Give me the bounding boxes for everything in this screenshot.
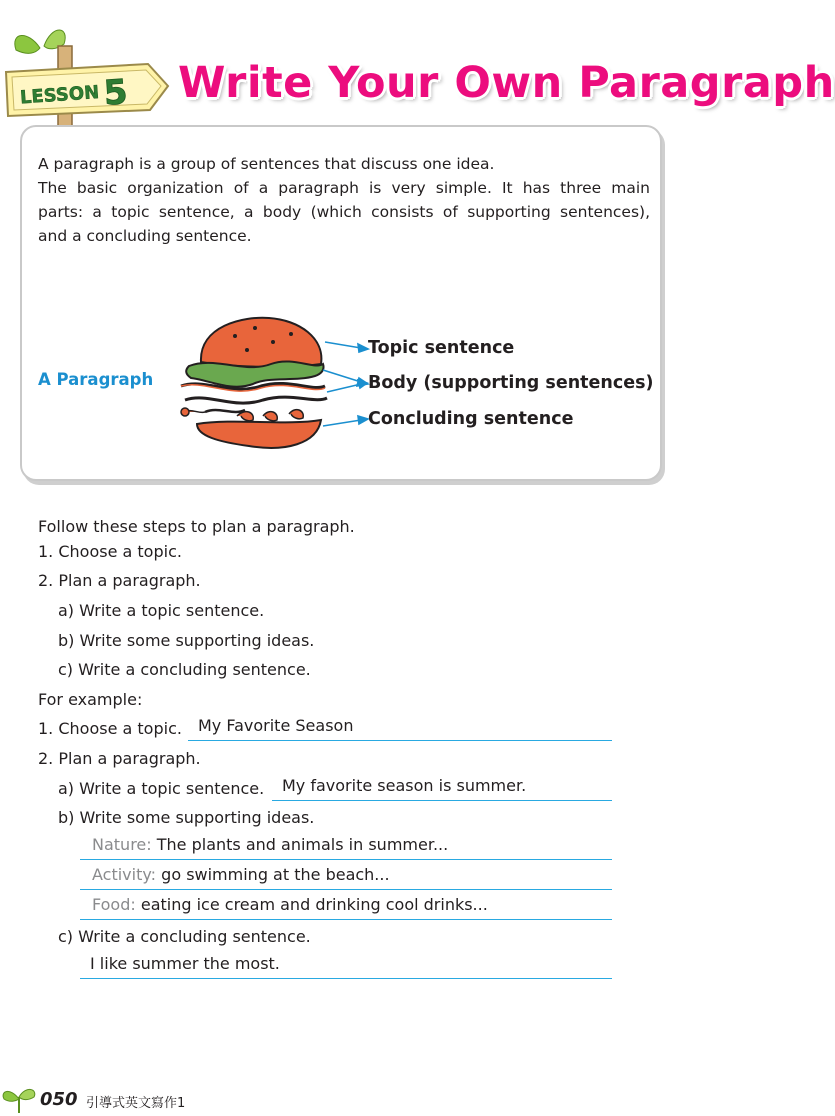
example-sub-step: b) Write some supporting ideas. xyxy=(58,808,315,827)
example-step: 1. Choose a topic. xyxy=(38,719,182,738)
sub-step-item: b) Write some supporting ideas. xyxy=(58,631,315,650)
lesson-number: 5 xyxy=(102,72,129,114)
answer-line xyxy=(188,716,612,741)
paragraph-label: A Paragraph xyxy=(38,370,154,389)
idea-text: eating ice cream and drinking cool drinks... xyxy=(140,895,488,914)
concluding-answer: I like summer the most. xyxy=(90,954,280,973)
example-sub-step: c) Write a concluding sentence. xyxy=(58,927,311,946)
intro-line: A paragraph is a group of sentences that discuss one idea. xyxy=(38,155,495,173)
arrow-icon xyxy=(323,342,368,426)
topic-sentence-label: Topic sentence xyxy=(368,338,515,358)
lesson-word: LESSON xyxy=(19,81,100,109)
idea-category: Food: xyxy=(92,895,136,914)
intro-line: and a concluding sentence. xyxy=(38,227,252,245)
bottom-bun-icon xyxy=(197,420,321,448)
example-sub-step: a) Write a topic sentence. xyxy=(58,779,265,798)
example-heading: For example: xyxy=(38,690,143,709)
answer-line xyxy=(80,895,612,920)
answer-line xyxy=(272,776,612,801)
page-number: 050 xyxy=(40,1089,78,1110)
hamburger-diagram xyxy=(175,312,375,454)
body-label: Body (supporting sentences) xyxy=(368,373,654,393)
topic-sentence-answer: My favorite season is summer. xyxy=(282,776,527,795)
book-title: 引導式英文寫作1 xyxy=(86,1096,186,1111)
sub-step-item: a) Write a topic sentence. xyxy=(58,601,265,620)
step-item: 2. Plan a paragraph. xyxy=(38,571,201,590)
step-item: 1. Choose a topic. xyxy=(38,542,182,561)
answer-line xyxy=(80,835,612,860)
idea-text: go swimming at the beach... xyxy=(161,865,390,884)
sub-step-item: c) Write a concluding sentence. xyxy=(58,660,311,679)
intro-line: parts: a topic sentence, a body (which consists of supporting sentences), xyxy=(38,203,650,221)
example-step: 2. Plan a paragraph. xyxy=(38,749,201,768)
idea-text: The plants and animals in summer... xyxy=(156,835,449,854)
intro-line: The basic organization of a paragraph is very simple. It has three main xyxy=(38,179,650,197)
steps-heading: Follow these steps to plan a paragraph. xyxy=(38,517,355,536)
lesson-signpost xyxy=(0,20,175,130)
top-bun-icon xyxy=(201,318,321,367)
idea-category: Nature: xyxy=(92,835,152,854)
answer-line xyxy=(80,954,612,979)
idea-category: Activity: xyxy=(92,865,157,884)
page-title: Write Your Own Paragraph xyxy=(178,58,835,108)
sprout-icon xyxy=(0,1083,38,1113)
answer-line xyxy=(80,865,612,890)
topic-answer: My Favorite Season xyxy=(198,716,354,735)
concluding-sentence-label: Concluding sentence xyxy=(368,409,574,429)
filling-icon xyxy=(181,383,327,420)
